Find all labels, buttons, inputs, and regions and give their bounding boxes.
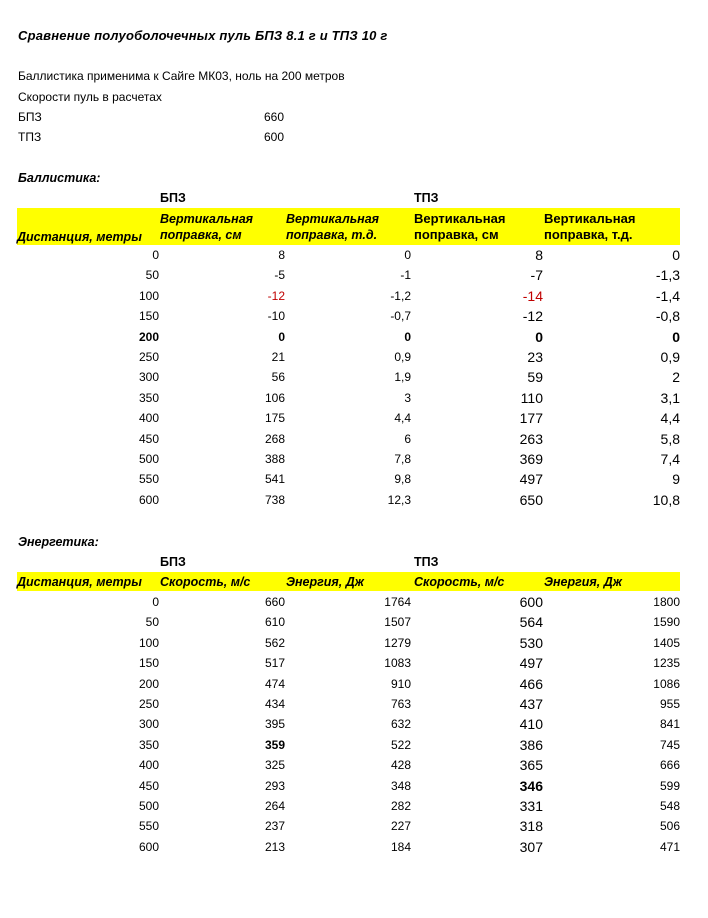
cell-bpz-speed: 213 — [264, 839, 285, 854]
cell-bpz-correction-cm: -12 — [267, 288, 285, 303]
cell-tpz-speed: 497 — [519, 655, 543, 672]
cell-tpz-correction-cm: -12 — [522, 308, 543, 325]
cell-bpz-correction-td: 6 — [404, 431, 411, 446]
cell-tpz-correction-td: 0 — [672, 247, 680, 263]
cell-tpz-correction-cm: -14 — [522, 287, 543, 304]
header-distance: Дистанция, метры — [17, 575, 142, 589]
energetics-group-bpz: БПЗ — [160, 555, 186, 569]
speed-label-tpz: ТПЗ — [18, 130, 42, 144]
table-row — [17, 612, 680, 632]
cell-distance: 450 — [138, 778, 159, 793]
header-bpz-energy: Энергия, Дж — [286, 575, 364, 589]
table-row — [17, 816, 680, 836]
cell-distance: 300 — [138, 370, 159, 385]
cell-bpz-energy: 227 — [390, 819, 411, 834]
table-row — [17, 653, 680, 673]
cell-tpz-speed: 307 — [519, 838, 543, 855]
cell-tpz-energy: 666 — [659, 758, 680, 773]
cell-tpz-correction-cm: 0 — [535, 328, 543, 345]
speed-value-bpz: 660 — [263, 110, 284, 124]
table-row — [17, 776, 680, 796]
cell-distance: 350 — [138, 737, 159, 752]
cell-tpz-speed: 410 — [519, 716, 543, 733]
cell-bpz-energy: 763 — [390, 697, 411, 711]
table-row — [17, 633, 680, 653]
cell-bpz-energy: 632 — [390, 717, 411, 732]
header-tpz-speed: Скорость, м/с — [414, 575, 505, 589]
cell-bpz-speed: 359 — [264, 737, 285, 752]
cell-bpz-correction-td: 9,8 — [394, 472, 411, 487]
cell-tpz-speed: 386 — [519, 736, 543, 753]
cell-distance: 550 — [138, 819, 159, 834]
cell-tpz-correction-cm: 59 — [527, 369, 543, 386]
cell-distance: 300 — [138, 717, 159, 732]
cell-distance: 200 — [138, 676, 159, 691]
table-row — [17, 735, 680, 755]
cell-bpz-correction-cm: 388 — [264, 452, 285, 466]
cell-distance: 500 — [138, 452, 159, 466]
table-row — [17, 347, 680, 367]
header-bpz-correction-cm: Вертикальная поправка, см — [160, 212, 254, 242]
energetics-group-tpz: ТПЗ — [414, 555, 439, 569]
cell-tpz-speed: 365 — [519, 757, 543, 774]
cell-bpz-correction-td: -0,7 — [390, 309, 411, 324]
table-row — [17, 265, 680, 285]
table-row — [17, 469, 680, 489]
cell-tpz-speed: 530 — [519, 634, 543, 651]
cell-tpz-correction-td: 5,8 — [660, 430, 680, 447]
cell-tpz-speed: 331 — [519, 798, 543, 814]
cell-distance: 100 — [138, 635, 159, 650]
page-title: Сравнение полуоболочечных пуль БПЗ 8.1 г и ТПЗ 10 г — [18, 28, 388, 43]
table-row — [17, 694, 680, 714]
table-row — [17, 408, 680, 428]
cell-bpz-speed: 517 — [264, 656, 285, 671]
cell-tpz-energy: 471 — [659, 839, 680, 854]
cell-bpz-correction-cm: 21 — [271, 350, 285, 364]
cell-bpz-speed: 474 — [264, 676, 285, 691]
table-row — [17, 714, 680, 734]
cell-distance: 400 — [138, 411, 159, 426]
table-row — [17, 367, 680, 387]
cell-bpz-speed: 237 — [264, 819, 285, 834]
cell-tpz-correction-cm: 497 — [519, 471, 543, 488]
cell-tpz-energy: 955 — [659, 697, 680, 711]
cell-tpz-speed: 437 — [519, 696, 543, 712]
cell-bpz-correction-cm: 268 — [264, 431, 285, 446]
cell-tpz-energy: 599 — [659, 778, 680, 793]
cell-bpz-correction-td: -1 — [400, 268, 411, 283]
header-bpz-correction-td: Вертикальная поправка, т.д. — [286, 212, 380, 242]
cell-distance: 0 — [152, 595, 159, 609]
table-row — [17, 327, 680, 347]
cell-distance: 200 — [138, 329, 159, 344]
cell-tpz-energy: 1086 — [653, 676, 680, 691]
table-row — [17, 674, 680, 694]
cell-tpz-energy: 548 — [659, 799, 680, 813]
table-row — [17, 286, 680, 306]
cell-bpz-energy: 1279 — [384, 635, 411, 650]
cell-distance: 50 — [145, 615, 159, 630]
cell-tpz-speed: 600 — [519, 594, 543, 610]
cell-tpz-correction-td: 10,8 — [652, 491, 680, 508]
table-row — [17, 592, 680, 612]
cell-tpz-correction-td: -0,8 — [655, 308, 680, 325]
cell-bpz-correction-td: 0 — [404, 329, 411, 344]
cell-tpz-energy: 1800 — [653, 595, 680, 609]
cell-tpz-correction-cm: 8 — [535, 247, 543, 263]
cell-bpz-correction-td: 12,3 — [387, 492, 411, 507]
cell-bpz-speed: 562 — [264, 635, 285, 650]
cell-tpz-correction-td: -1,4 — [655, 287, 680, 304]
cell-bpz-speed: 293 — [264, 778, 285, 793]
ballistics-group-bpz: БПЗ — [160, 191, 186, 205]
cell-bpz-speed: 434 — [264, 697, 285, 711]
ballistics-section-title: Баллистика: — [18, 171, 101, 185]
cell-distance: 350 — [138, 390, 159, 405]
cell-tpz-energy: 1405 — [653, 635, 680, 650]
cell-bpz-speed: 395 — [264, 717, 285, 732]
cell-distance: 550 — [138, 472, 159, 487]
table-row — [17, 837, 680, 857]
cell-bpz-energy: 282 — [390, 799, 411, 813]
speed-value-tpz: 600 — [263, 130, 284, 144]
cell-tpz-correction-cm: 263 — [519, 430, 543, 447]
cell-bpz-speed: 660 — [264, 595, 285, 609]
table-row — [17, 429, 680, 449]
cell-distance: 100 — [138, 288, 159, 303]
cell-tpz-correction-cm: 110 — [520, 389, 543, 406]
cell-bpz-energy: 910 — [390, 676, 411, 691]
cell-bpz-energy: 522 — [390, 737, 411, 752]
speed-label-bpz: БПЗ — [18, 110, 42, 124]
table-row — [17, 388, 680, 408]
cell-bpz-correction-td: 4,4 — [394, 411, 411, 426]
cell-tpz-correction-cm: -7 — [530, 267, 543, 284]
cell-distance: 450 — [138, 431, 159, 446]
cell-distance: 500 — [138, 799, 159, 813]
cell-bpz-energy: 428 — [390, 758, 411, 773]
cell-tpz-speed: 564 — [519, 614, 543, 631]
cell-bpz-correction-td: 0 — [404, 248, 411, 262]
cell-tpz-energy: 1235 — [653, 656, 680, 671]
ballistics-header-row — [17, 208, 680, 245]
cell-bpz-correction-td: -1,2 — [390, 288, 411, 303]
cell-bpz-correction-cm: 106 — [264, 390, 285, 405]
header-tpz-correction-cm: Вертикальная поправка, см — [414, 211, 506, 242]
speeds-note: Скорости пуль в расчетах — [18, 90, 162, 104]
cell-bpz-correction-cm: 175 — [264, 411, 285, 426]
cell-bpz-energy: 1083 — [384, 656, 411, 671]
cell-tpz-speed: 346 — [519, 777, 543, 794]
cell-tpz-correction-cm: 23 — [527, 349, 543, 365]
cell-tpz-correction-td: 7,4 — [660, 451, 680, 467]
table-row — [17, 796, 680, 816]
cell-bpz-energy: 1764 — [384, 595, 411, 609]
cell-tpz-energy: 745 — [659, 737, 680, 752]
cell-tpz-energy: 841 — [659, 717, 680, 732]
cell-tpz-energy: 506 — [659, 819, 680, 834]
table-row — [17, 245, 680, 265]
cell-bpz-speed: 610 — [264, 615, 285, 630]
cell-distance: 0 — [152, 248, 159, 262]
cell-distance: 250 — [138, 697, 159, 711]
cell-distance: 250 — [138, 350, 159, 364]
cell-bpz-energy: 348 — [390, 778, 411, 793]
table-row — [17, 449, 680, 469]
cell-tpz-correction-cm: 177 — [519, 410, 543, 427]
cell-bpz-speed: 264 — [264, 799, 285, 813]
ballistics-note: Баллистика применима к Сайге МК03, ноль на 200 метров — [18, 69, 345, 83]
cell-tpz-correction-cm: 650 — [519, 491, 543, 508]
table-row — [17, 490, 680, 510]
cell-tpz-energy: 1590 — [653, 615, 680, 630]
cell-tpz-speed: 466 — [519, 675, 543, 692]
cell-bpz-energy: 1507 — [384, 615, 411, 630]
cell-tpz-correction-td: 0 — [672, 328, 680, 345]
header-bpz-speed: Скорость, м/с — [160, 575, 251, 589]
cell-bpz-correction-td: 3 — [404, 390, 411, 405]
cell-tpz-correction-cm: 369 — [519, 451, 543, 467]
cell-distance: 600 — [138, 839, 159, 854]
header-tpz-correction-td: Вертикальная поправка, т.д. — [544, 211, 636, 242]
cell-bpz-correction-cm: -10 — [267, 309, 285, 324]
table-row — [17, 755, 680, 775]
cell-distance: 150 — [138, 656, 159, 671]
cell-bpz-energy: 184 — [390, 839, 411, 854]
cell-bpz-correction-cm: 738 — [264, 492, 285, 507]
cell-tpz-correction-td: 4,4 — [660, 410, 680, 427]
cell-distance: 400 — [138, 758, 159, 773]
cell-bpz-correction-cm: 541 — [264, 472, 285, 487]
cell-tpz-correction-td: 0,9 — [660, 349, 680, 365]
cell-bpz-correction-cm: 56 — [271, 370, 285, 385]
energetics-section-title: Энергетика: — [18, 535, 99, 549]
cell-bpz-correction-cm: 0 — [278, 329, 285, 344]
cell-bpz-correction-cm: -5 — [274, 268, 285, 283]
cell-bpz-correction-cm: 8 — [278, 248, 285, 262]
header-tpz-energy: Энергия, Дж — [544, 575, 622, 589]
table-row — [17, 306, 680, 326]
cell-distance: 50 — [145, 268, 159, 283]
cell-bpz-correction-td: 1,9 — [394, 370, 411, 385]
header-distance: Дистанция, метры — [17, 230, 142, 244]
cell-distance: 150 — [138, 309, 159, 324]
ballistics-group-tpz: ТПЗ — [414, 191, 439, 205]
cell-tpz-correction-td: 3,1 — [660, 389, 680, 406]
cell-tpz-correction-td: 2 — [672, 369, 680, 386]
cell-bpz-correction-td: 0,9 — [394, 350, 411, 364]
cell-tpz-correction-td: 9 — [672, 471, 680, 488]
cell-bpz-correction-td: 7,8 — [394, 452, 411, 466]
cell-tpz-speed: 318 — [519, 818, 543, 835]
cell-distance: 600 — [138, 492, 159, 507]
energetics-header-row — [17, 572, 680, 591]
cell-bpz-speed: 325 — [264, 758, 285, 773]
cell-tpz-correction-td: -1,3 — [655, 267, 680, 284]
